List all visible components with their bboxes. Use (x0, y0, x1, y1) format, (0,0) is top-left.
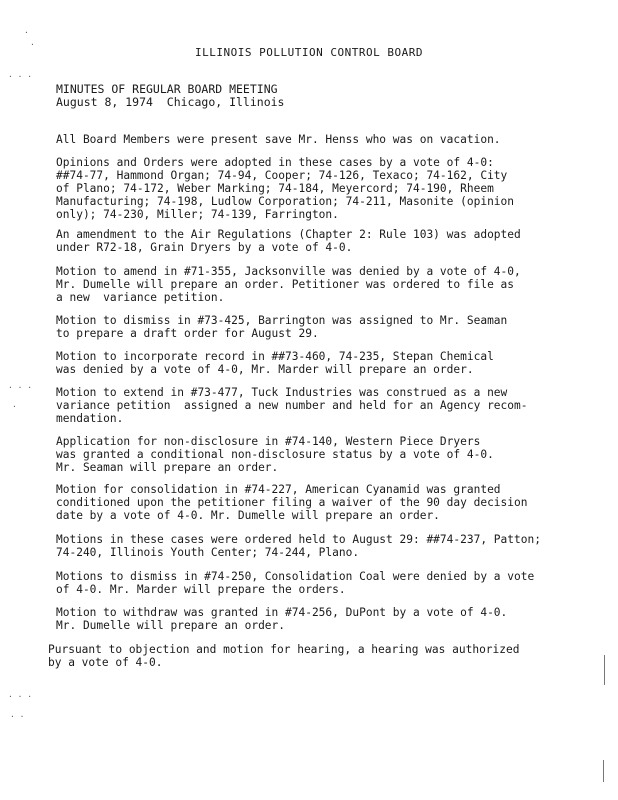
paragraph-line: Pursuant to objection and motion for hearing, a hearing was authorized (48, 643, 520, 656)
paragraph-line: a new variance petition. (56, 291, 225, 304)
paragraph-attendance (56, 133, 596, 146)
paragraph-barrington (56, 314, 596, 340)
paragraph-line: Motions to dismiss in #74-250, Consolidation Coal were denied by a vote (56, 570, 535, 583)
paragraph-line: ##74-77, Hammond Organ; 74-94, Cooper; 74-126, Texaco; 74-162, City (56, 169, 508, 182)
paragraph-line: Motion to dismiss in #73-425, Barrington was assigned to Mr. Seaman (56, 314, 508, 327)
paragraph-line: was denied by a vote of 4-0, Mr. Marder will prepare an order. (56, 363, 474, 376)
paragraph-jacksonville (56, 265, 596, 304)
scan-mark: · · · (8, 72, 33, 81)
meeting-title: MINUTES OF REGULAR BOARD MEETING (56, 82, 278, 96)
paragraph-amendment (56, 228, 596, 254)
document-title: ILLINOIS POLLUTION CONTROL BOARD (195, 46, 423, 59)
paragraph-line: under R72-18, Grain Dryers by a vote of 4-0. (56, 241, 353, 254)
paragraph-tuck (56, 386, 596, 425)
paragraph-line: date by a vote of 4-0. Mr. Dumelle will prepare an order. (56, 509, 440, 522)
paragraph-line: Motion for consolidation in #74-227, American Cyanamid was granted (56, 483, 501, 496)
paragraph-line: Mr. Dumelle will prepare an order. Petitioner was ordered to file as (56, 278, 515, 291)
scan-mark: · (24, 28, 29, 37)
paragraph-line: Motion to amend in #71-355, Jacksonville was denied by a vote of 4-0, (56, 265, 521, 278)
paragraph-stepan (56, 350, 596, 376)
paragraph-line: 74-240, Illinois Youth Center; 74-244, Plano. (56, 546, 360, 559)
meeting-date: August 8, 1974 Chicago, Illinois (56, 95, 285, 109)
scan-mark: · · · (8, 383, 33, 392)
paragraph-line: Motion to extend in #73-477, Tuck Industries was construed as a new (56, 386, 508, 399)
paragraph-hearing (48, 643, 588, 669)
paragraph-line: Motion to incorporate record in ##73-460, 74-235, Stepan Chemical (56, 350, 494, 363)
paragraph-line: variance petition assigned a new number and held for an Agency recom- (56, 399, 528, 412)
scan-edge-line (604, 655, 605, 685)
paragraph-consolidation-coal (56, 570, 596, 596)
paragraph-line: An amendment to the Air Regulations (Chapter 2: Rule 103) was adopted (56, 228, 521, 241)
paragraph-line: was granted a conditional non-disclosure status by a vote of 4-0. (56, 448, 494, 461)
paragraph-line: Application for non-disclosure in #74-140, Western Piece Dryers (56, 435, 481, 448)
paragraph-line: All Board Members were present save Mr. Henss who was on vacation. (56, 133, 501, 146)
paragraph-line: Motion to withdraw was granted in #74-256, DuPont by a vote of 4-0. (56, 606, 508, 619)
paragraph-line: Motions in these cases were ordered held to August 29: ##74-237, Patton; (56, 533, 541, 546)
scan-mark: · (30, 40, 35, 49)
paragraph-line: Manufacturing; 74-198, Ludlow Corporation; 74-211, Masonite (opinion (56, 195, 515, 208)
paragraph-line: only); 74-230, Miller; 74-139, Farrington. (56, 208, 339, 221)
paragraph-cyanamid (56, 483, 596, 522)
paragraph-line: Mr. Seaman will prepare an order. (56, 461, 279, 474)
scan-mark: · (12, 402, 17, 411)
paragraph-line: Opinions and Orders were adopted in these cases by a vote of 4-0: (56, 156, 494, 169)
paragraph-line: conditioned upon the petitioner filing a waiver of the 90 day decision (56, 496, 528, 509)
paragraph-held (56, 533, 596, 559)
paragraph-line: by a vote of 4-0. (48, 656, 163, 669)
paragraph-dupont (56, 606, 596, 632)
paragraph-line: Mr. Dumelle will prepare an order. (56, 619, 286, 632)
scan-edge-line (603, 760, 604, 782)
paragraph-line: to prepare a draft order for August 29. (56, 327, 319, 340)
scan-mark: · · (10, 712, 25, 721)
paragraph-line: mendation. (56, 412, 124, 425)
paragraph-western-piece (56, 435, 596, 474)
paragraph-line: of 4-0. Mr. Marder will prepare the orders. (56, 583, 346, 596)
scan-mark: · · · (8, 692, 33, 701)
paragraph-opinions (56, 156, 596, 221)
paragraph-line: of Plano; 74-172, Weber Marking; 74-184, Meyercord; 74-190, Rheem (56, 182, 494, 195)
